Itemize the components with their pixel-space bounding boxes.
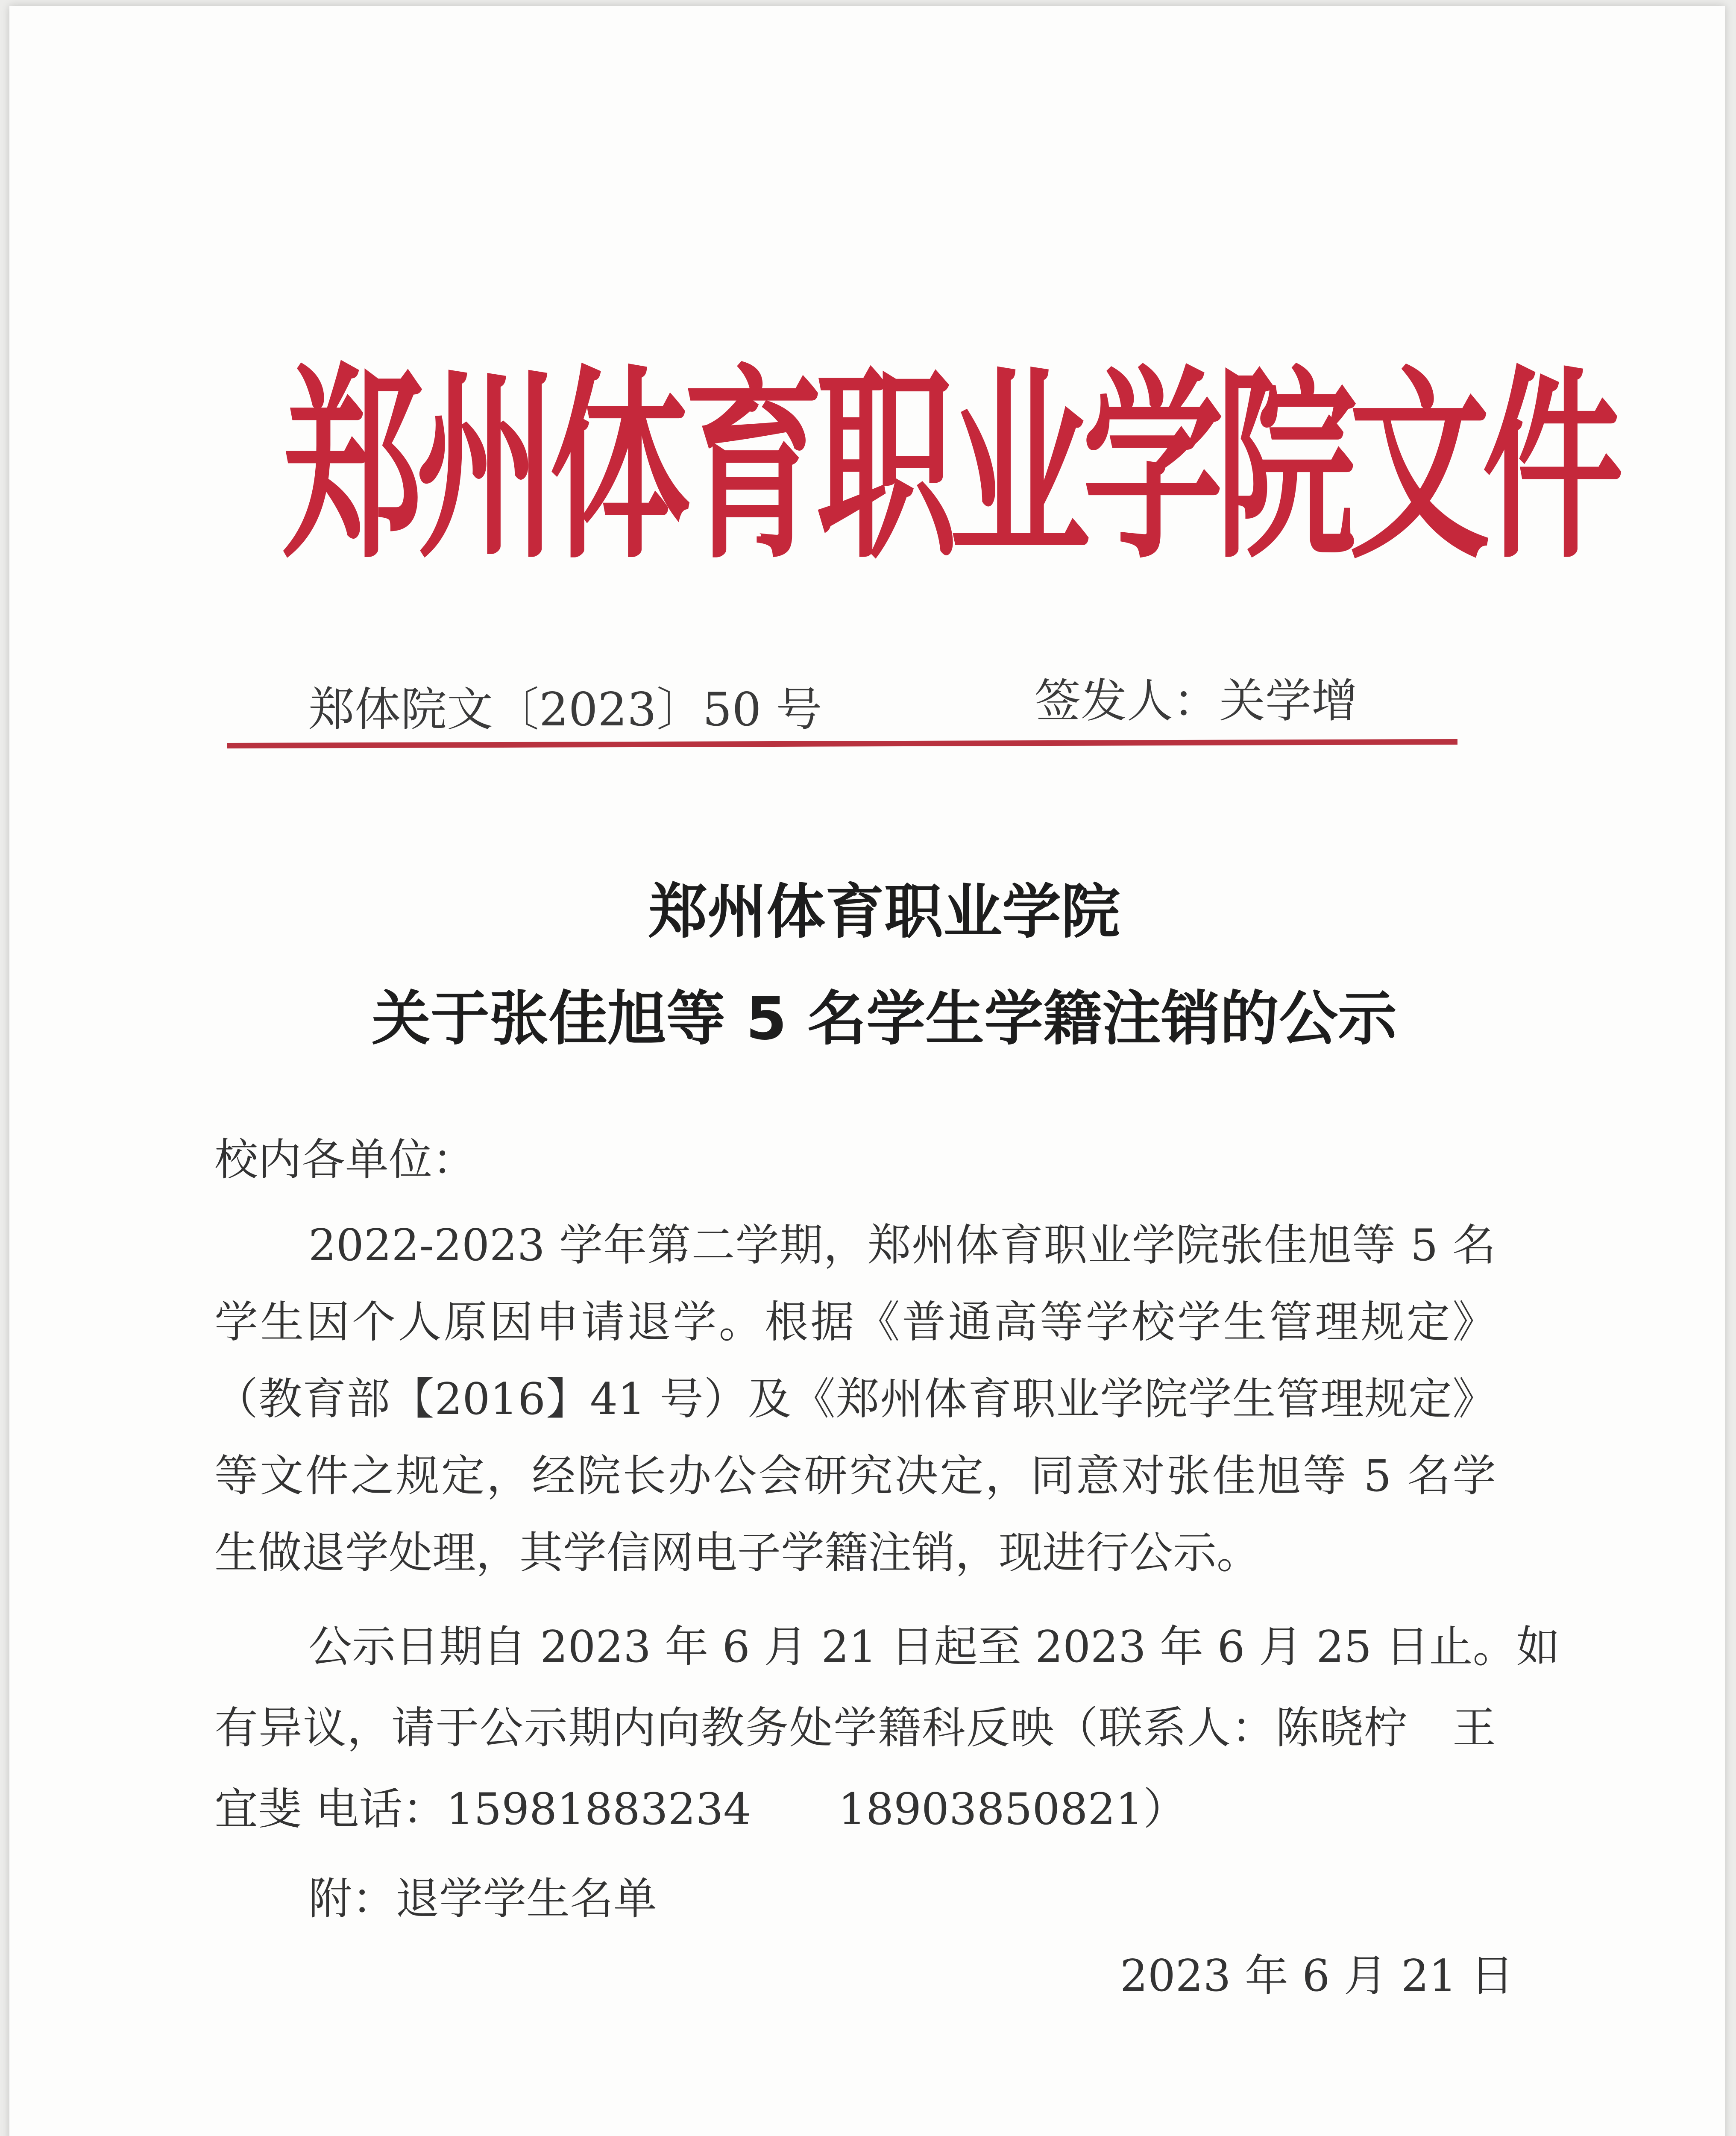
document-number: 郑体院文〔2023〕50 号 bbox=[308, 683, 822, 736]
paragraph-line: 学生因个人原因申请退学。根据《普通高等学校学生管理规定》 bbox=[214, 1297, 1496, 1348]
masthead-title: 郑州体育职业学院文件 bbox=[283, 348, 1616, 587]
paragraph-line: 2022-2023 学年第二学期，郑州体育职业学院张佳旭等 5 名 bbox=[308, 1220, 1496, 1271]
paragraph-line: （教育部【2016】41 号）及《郑州体育职业学院学生管理规定》 bbox=[214, 1374, 1496, 1425]
paragraph-line: 公示日期自 2023 年 6 月 21 日起至 2023 年 6 月 25 日止。如 bbox=[308, 1622, 1560, 1672]
issue-date: 2023 年 6 月 21 日 bbox=[1120, 1951, 1514, 2001]
paragraph-line: 有异议，请于公示期内向教务处学籍科反映（联系人：陈晓柠 王 bbox=[214, 1703, 1496, 1754]
notice-title-line1: 郑州体育职业学院 bbox=[648, 877, 1120, 946]
salutation: 校内各单位： bbox=[214, 1135, 476, 1185]
paragraph-line: 宜斐 电话：15981883234 18903850821） bbox=[214, 1784, 1187, 1835]
attachment-note: 附：退学学生名单 bbox=[308, 1874, 657, 1925]
document-page bbox=[9, 6, 1725, 2136]
signer: 签发人：关学增 bbox=[1035, 675, 1358, 728]
paragraph-line: 生做退学处理，其学信网电子学籍注销，现进行公示。 bbox=[214, 1528, 1260, 1579]
red-divider-line bbox=[227, 739, 1457, 748]
paragraph-line: 等文件之规定，经院长办公会研究决定，同意对张佳旭等 5 名学 bbox=[214, 1451, 1496, 1502]
notice-title-line2: 关于张佳旭等 5 名学生学籍注销的公示 bbox=[371, 984, 1397, 1053]
